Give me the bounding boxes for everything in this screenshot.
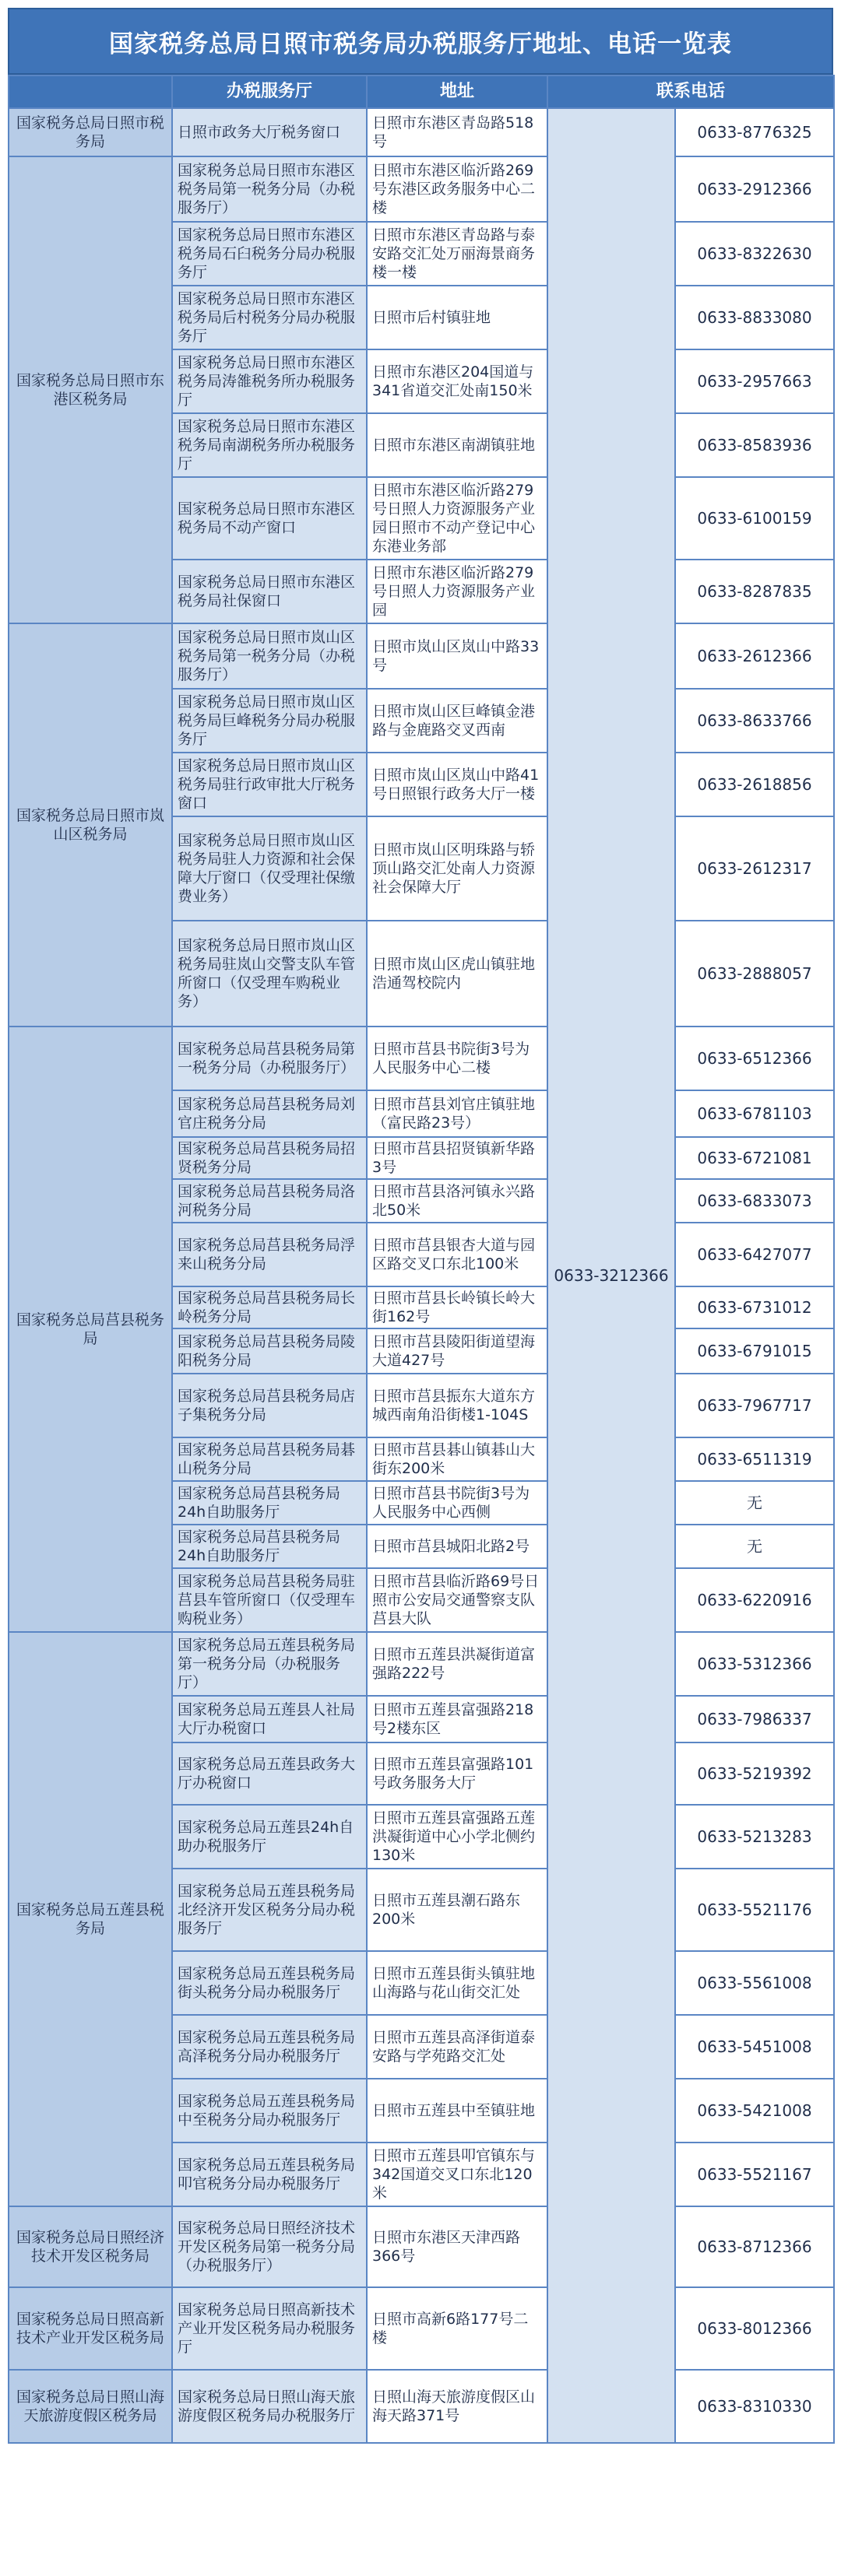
phone-cell: 0633-8310330 [675,2370,834,2443]
address-cell: 日照市岚山区岚山中路33号 [367,623,547,689]
hall-name-cell: 国家税务总局日照市岚山区税务局驻行政审批大厅税务窗口 [172,753,367,816]
phone-cell: 0633-6220916 [675,1568,834,1632]
address-cell: 日照市东港区临沂路279号日照人力资源服务产业园 [367,560,547,623]
phone-cell: 0633-8776325 [675,108,834,156]
address-cell: 日照市莒县洛河镇永兴路北50米 [367,1179,547,1223]
bureau-cell: 国家税务总局日照经济技术开发区税务局 [9,2206,172,2287]
phone-cell: 0633-2612317 [675,816,834,921]
hall-name-cell: 国家税务总局五莲县税务局中至税务分局办税服务厅 [172,2079,367,2143]
table-body [9,108,834,2443]
header-address: 地址 [367,75,547,108]
address-cell: 日照市岚山区岚山中路41号日照银行政务大厅一楼 [367,753,547,816]
table-row [9,2206,834,2287]
hall-name-cell: 国家税务总局日照市东港区税务局涛雒税务所办税服务厅 [172,349,367,413]
address-cell: 日照市东港区临沂路269号东港区政务服务中心二楼 [367,156,547,222]
address-cell: 日照市东港区南湖镇驻地 [367,413,547,477]
phone-cell: 0633-6721081 [675,1137,834,1179]
phone-cell: 无 [675,1525,834,1568]
phone-cell: 0633-7967717 [675,1374,834,1437]
phone-cell: 0633-5521176 [675,1869,834,1951]
hall-name-cell: 国家税务总局莒县税务局浮来山税务分局 [172,1223,367,1286]
address-cell: 日照市五莲县潮石路东200米 [367,1869,547,1951]
phone-cell: 0633-5421008 [675,2079,834,2143]
address-cell: 日照市莒县刘官庄镇驻地（富民路23号） [367,1090,547,1137]
bureau-cell: 国家税务总局日照市东港区税务局 [9,156,172,623]
phone-cell: 0633-6731012 [675,1286,834,1328]
phone-cell: 0633-2912366 [675,156,834,222]
phone-cell: 0633-6100159 [675,477,834,560]
hall-name-cell: 国家税务总局日照市东港区税务局第一税务分局（办税服务厅） [172,156,367,222]
phone-cell: 0633-5213283 [675,1805,834,1869]
bureau-cell: 国家税务总局莒县税务局 [9,1027,172,1632]
hall-name-cell: 国家税务总局莒县税务局洛河税务分局 [172,1179,367,1223]
phone-cell: 0633-5219392 [675,1742,834,1805]
address-cell: 日照市五莲县高泽街道泰安路与学苑路交汇处 [367,2015,547,2079]
hall-name-cell: 国家税务总局莒县税务局24h自助服务厅 [172,1525,367,1568]
address-cell: 日照市莒县长岭镇长岭大街162号 [367,1286,547,1328]
phone-cell: 0633-8712366 [675,2206,834,2287]
address-cell: 日照市五莲县中至镇驻地 [367,2079,547,2143]
hotline-cell: 0633-3212366 [547,108,675,2443]
phone-cell: 0633-6511319 [675,1437,834,1481]
hall-name-cell: 国家税务总局日照市东港区税务局不动产窗口 [172,477,367,560]
bureau-cell: 国家税务总局日照市税务局 [9,108,172,156]
header-hall: 办税服务厅 [172,75,367,108]
hall-name-cell: 国家税务总局日照市东港区税务局石臼税务分局办税服务厅 [172,222,367,286]
table-row [9,1632,834,1696]
hall-name-cell: 国家税务总局日照市东港区税务局南湖税务所办税服务厅 [172,413,367,477]
hall-name-cell: 国家税务总局日照市岚山区税务局巨峰税务分局办税服务厅 [172,689,367,753]
phone-cell: 0633-8833080 [675,286,834,349]
address-cell: 日照市莒县银杏大道与园区路交叉口东北100米 [367,1223,547,1286]
hall-name-cell: 国家税务总局五莲县税务局高泽税务分局办税服务厅 [172,2015,367,2079]
address-cell: 日照市东港区青岛路518号 [367,108,547,156]
address-cell: 日照市东港区临沂路279号日照人力资源服务产业园日照市不动产登记中心东港业务部 [367,477,547,560]
address-cell: 日照市岚山区巨峰镇金港路与金鹿路交叉西南 [367,689,547,753]
hall-name-cell: 国家税务总局五莲县税务局北经济开发区税务分局办税服务厅 [172,1869,367,1951]
hall-name-cell: 国家税务总局莒县税务局驻莒县车管所窗口（仅受理车购税业务） [172,1568,367,1632]
address-cell: 日照山海天旅游度假区山海天路371号 [367,2370,547,2443]
table-row [9,2370,834,2443]
address-cell: 日照市莒县城阳北路2号 [367,1525,547,1568]
address-cell: 日照市后村镇驻地 [367,286,547,349]
table-row [9,1027,834,1090]
phone-cell: 0633-8633766 [675,689,834,753]
phone-cell: 0633-7986337 [675,1696,834,1742]
address-cell: 日照市莒县碁山镇碁山大街东200米 [367,1437,547,1481]
hall-name-cell: 国家税务总局莒县税务局店子集税务分局 [172,1374,367,1437]
phone-cell: 0633-5451008 [675,2015,834,2079]
table-row [9,623,834,689]
hall-name-cell: 国家税务总局日照市岚山区税务局第一税务分局（办税服务厅） [172,623,367,689]
address-cell: 日照市岚山区虎山镇驻地浩通驾校院内 [367,921,547,1027]
bureau-cell: 国家税务总局五莲县税务局 [9,1632,172,2206]
hall-name-cell: 国家税务总局莒县税务局长岭税务分局 [172,1286,367,1328]
address-cell: 日照市东港区天津西路366号 [367,2206,547,2287]
phone-cell: 0633-2618856 [675,753,834,816]
hall-name-cell: 国家税务总局五莲县税务局街头税务分局办税服务厅 [172,1951,367,2015]
hall-name-cell: 国家税务总局五莲县人社局大厅办税窗口 [172,1696,367,1742]
hall-name-cell: 国家税务总局莒县税务局陵阳税务分局 [172,1328,367,1374]
bureau-cell: 国家税务总局日照市岚山区税务局 [9,623,172,1027]
hall-name-cell: 日照市政务大厅税务窗口 [172,108,367,156]
hall-name-cell: 国家税务总局日照高新技术产业开发区税务局办税服务厅 [172,2287,367,2370]
address-cell: 日照市东港区青岛路与泰安路交汇处万丽海景商务楼一楼 [367,222,547,286]
hall-name-cell: 国家税务总局莒县税务局第一税务分局（办税服务厅） [172,1027,367,1090]
header-bureau [9,75,172,108]
hall-name-cell: 国家税务总局五莲县税务局第一税务分局（办税服务厅） [172,1632,367,1696]
table-header-row [9,75,834,108]
phone-cell: 0633-2957663 [675,349,834,413]
hall-name-cell: 国家税务总局五莲县税务局叩官税务分局办税服务厅 [172,2143,367,2206]
address-cell: 日照市岚山区明珠路与轿顶山路交汇处南人力资源社会保障大厅 [367,816,547,921]
address-cell: 日照市莒县临沂路69号日照市公安局交通警察支队莒县大队 [367,1568,547,1632]
phone-cell: 0633-6512366 [675,1027,834,1090]
address-cell: 日照市五莲县富强路101号政务服务大厅 [367,1742,547,1805]
phone-cell: 0633-8322630 [675,222,834,286]
address-cell: 日照市莒县书院街3号为人民服务中心二楼 [367,1027,547,1090]
phone-cell: 0633-2612366 [675,623,834,689]
address-cell: 日照市五莲县街头镇驻地山海路与花山街交汇处 [367,1951,547,2015]
phone-cell: 无 [675,1481,834,1525]
address-cell: 日照市东港区204国道与341省道交汇处南150米 [367,349,547,413]
hall-name-cell: 国家税务总局日照经济技术开发区税务局第一税务分局（办税服务厅） [172,2206,367,2287]
phone-cell: 0633-5521167 [675,2143,834,2206]
header-phone: 联系电话 [547,75,834,108]
hall-name-cell: 国家税务总局五莲县政务大厅办税窗口 [172,1742,367,1805]
hall-name-cell: 国家税务总局日照山海天旅游度假区税务局办税服务厅 [172,2370,367,2443]
table-row [9,156,834,222]
phone-cell: 0633-6791015 [675,1328,834,1374]
address-cell: 日照市莒县招贤镇新华路3号 [367,1137,547,1179]
phone-cell: 0633-5312366 [675,1632,834,1696]
phone-cell: 0633-8583936 [675,413,834,477]
bureau-cell: 国家税务总局日照山海天旅游度假区税务局 [9,2370,172,2443]
phone-cell: 0633-5561008 [675,1951,834,2015]
phone-cell: 0633-8287835 [675,560,834,623]
phone-cell: 0633-2888057 [675,921,834,1027]
hall-name-cell: 国家税务总局日照市东港区税务局后村税务分局办税服务厅 [172,286,367,349]
hall-name-cell: 国家税务总局莒县税务局碁山税务分局 [172,1437,367,1481]
hall-name-cell: 国家税务总局日照市岚山区税务局驻岚山交警支队车管所窗口（仅受理车购税业务） [172,921,367,1027]
hall-name-cell: 国家税务总局日照市岚山区税务局驻人力资源和社会保障大厅窗口（仅受理社保缴费业务） [172,816,367,921]
address-cell: 日照市五莲县富强路五莲洪凝街道中心小学北侧约130米 [367,1805,547,1869]
address-cell: 日照市五莲县富强路218号2楼东区 [367,1696,547,1742]
hall-name-cell: 国家税务总局莒县税务局24h自助服务厅 [172,1481,367,1525]
address-cell: 日照市莒县书院街3号为人民服务中心西侧 [367,1481,547,1525]
page-title: 国家税务总局日照市税务局办税服务厅地址、电话一览表 [8,8,833,75]
bureau-cell: 国家税务总局日照高新技术产业开发区税务局 [9,2287,172,2370]
address-cell: 日照市莒县陵阳街道望海大道427号 [367,1328,547,1374]
phone-cell: 0633-6427077 [675,1223,834,1286]
table-row [9,108,834,156]
phone-cell: 0633-6781103 [675,1090,834,1137]
address-cell: 日照市莒县振东大道东方城西南角沿街楼1-104S [367,1374,547,1437]
table-row [9,2287,834,2370]
address-cell: 日照市五莲县叩官镇东与342国道交叉口东北120米 [367,2143,547,2206]
address-cell: 日照市高新6路177号二楼 [367,2287,547,2370]
hall-name-cell: 国家税务总局莒县税务局刘官庄税务分局 [172,1090,367,1137]
address-cell: 日照市五莲县洪凝街道富强路222号 [367,1632,547,1696]
phone-cell: 0633-8012366 [675,2287,834,2370]
service-hall-table [8,75,835,2444]
phone-cell: 0633-6833073 [675,1179,834,1223]
hall-name-cell: 国家税务总局日照市东港区税务局社保窗口 [172,560,367,623]
hall-name-cell: 国家税务总局莒县税务局招贤税务分局 [172,1137,367,1179]
hall-name-cell: 国家税务总局五莲县24h自助办税服务厅 [172,1805,367,1869]
